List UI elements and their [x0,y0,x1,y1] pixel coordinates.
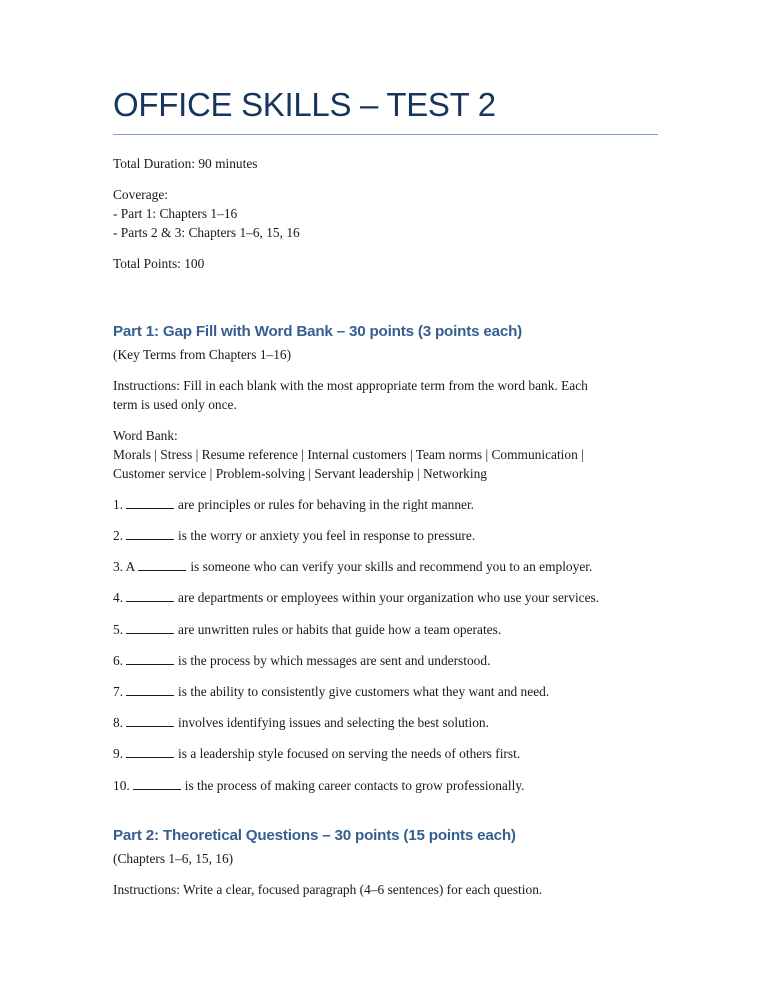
question-4 [113,588,599,607]
part2-heading: Part 2: Theoretical Questions – 30 points (15 points each) [113,827,516,844]
question-text: is a leadership style focused on serving the needs of others first. [178,746,521,761]
question-text: is the process of making career contacts to grow professionally. [184,778,525,793]
answer-blank[interactable] [126,527,174,540]
word-bank-terms: Morals | Stress | Resume reference | Internal customers | Team norms | Communication | [113,447,584,462]
question-number: 4. [113,590,124,605]
question-7 [113,682,549,701]
question-text: is someone who can verify your skills and recommend you to an employer. [190,559,593,574]
question-text: are principles or rules for behaving in the right manner. [178,497,475,512]
answer-blank[interactable] [133,777,181,790]
question-2 [113,526,475,545]
question-1 [113,495,474,514]
question-8 [113,713,489,732]
coverage-item: - Part 1: Chapters 1–16 [113,206,238,221]
answer-blank[interactable] [126,652,174,665]
question-9 [113,744,520,763]
question-number: 6. [113,653,124,668]
question-number: 9. [113,746,124,761]
question-number: 8. [113,715,124,730]
part2-instructions: Instructions: Write a clear, focused paragraph (4–6 sentences) for each question. [113,882,543,897]
coverage-item: - Parts 2 & 3: Chapters 1–6, 15, 16 [113,225,300,240]
question-10 [113,776,525,795]
word-bank [113,426,584,483]
coverage-section [113,185,300,242]
answer-blank[interactable] [126,714,174,727]
instructions-line: term is used only once. [113,397,237,412]
answer-blank[interactable] [126,621,174,634]
total-points-text: Total Points: 100 [113,256,205,271]
question-text: is the ability to consistently give customers what they want and need. [178,684,550,699]
question-text: are departments or employees within your organization who use your services. [178,590,600,605]
question-number: 5. [113,622,124,637]
question-5 [113,620,501,639]
word-bank-terms: Customer service | Problem-solving | Servant leadership | Networking [113,466,487,481]
question-number: 7. [113,684,124,699]
question-number: 2. [113,528,124,543]
part1-subheading: (Key Terms from Chapters 1–16) [113,347,292,362]
question-text: are unwritten rules or habits that guide how a team operates. [178,622,502,637]
question-prefix: A [125,559,136,574]
answer-blank[interactable] [126,745,174,758]
question-number: 1. [113,497,124,512]
instructions-line: Instructions: Fill in each blank with the most appropriate term from the word bank. Each [113,378,588,393]
answer-blank[interactable] [138,558,186,571]
answer-blank[interactable] [126,683,174,696]
question-number: 10. [113,778,130,793]
page-title: OFFICE SKILLS – TEST 2 [113,86,496,123]
question-3 [113,557,592,576]
question-text: is the worry or anxiety you feel in response to pressure. [178,528,476,543]
answer-blank[interactable] [126,496,174,509]
question-number: 3. [113,559,124,574]
part1-heading: Part 1: Gap Fill with Word Bank – 30 points (3 points each) [113,323,523,340]
answer-blank[interactable] [126,589,174,602]
question-text: is the process by which messages are sent and understood. [178,653,491,668]
title-underline-divider [113,134,658,135]
part2-subheading: (Chapters 1–6, 15, 16) [113,851,234,866]
duration-text: Total Duration: 90 minutes [113,156,258,171]
part1-instructions [113,376,588,414]
question-6 [113,651,490,670]
question-text: involves identifying issues and selecting the best solution. [178,715,489,730]
coverage-label: Coverage: [113,187,169,202]
word-bank-label: Word Bank: [113,428,178,443]
